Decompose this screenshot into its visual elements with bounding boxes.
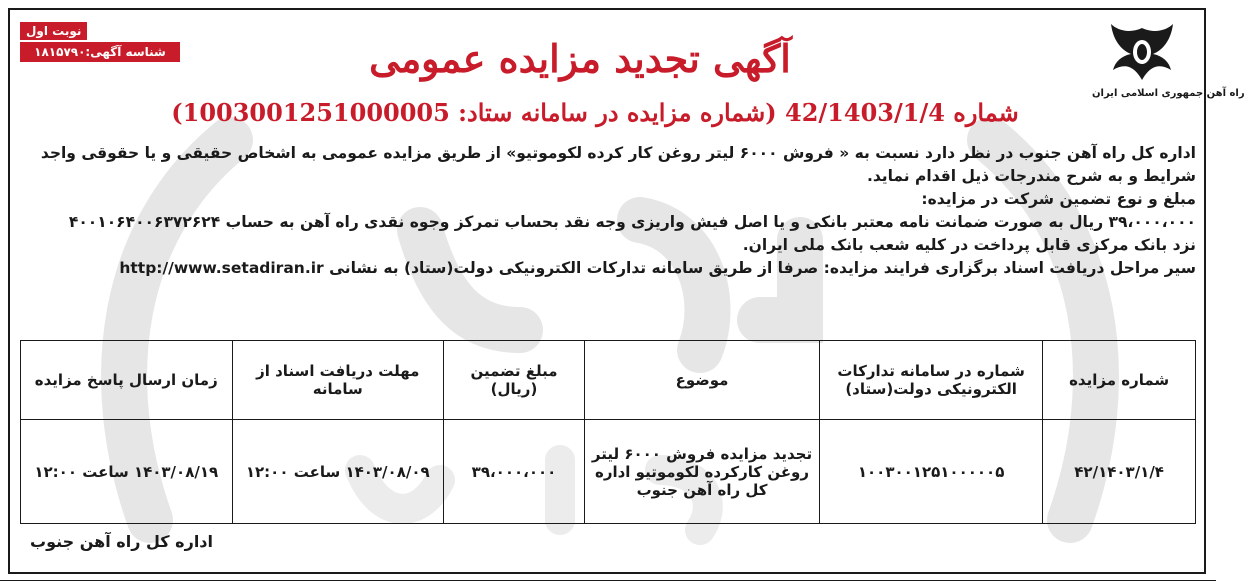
- cell-auction-number: ۴۲/۱۴۰۳/۱/۴: [1043, 420, 1196, 524]
- header-subject: موضوع: [585, 341, 820, 420]
- table-row: [21, 420, 1196, 524]
- logo-caption: راه آهن جمهوری اسلامی ایران: [1092, 88, 1245, 99]
- cell-guarantee-amount: ۳۹،۰۰۰،۰۰۰: [444, 420, 585, 524]
- auction-table: [20, 340, 1196, 524]
- cell-setad-number: ۱۰۰۳۰۰۱۲۵۱۰۰۰۰۰۵: [820, 420, 1043, 524]
- notice-id-box: [20, 20, 180, 62]
- header-guarantee-amount: مبلغ تضمین (ریال): [444, 341, 585, 420]
- header-response-time: زمان ارسال پاسخ مزایده: [21, 341, 233, 420]
- guarantee-line-1: ۳۹،۰۰۰،۰۰۰ ریال به صورت ضمانت نامه معتبر بانکی و یا اصل فیش واریزی وجه نقد بحساب تمرکز وجوه نقدی راه آهن به حساب ۴۰۰۱۰۶۴۰۰۶۳۷۲۶۲۴: [68, 213, 1196, 231]
- bottom-rule: [0, 580, 1216, 581]
- signature: اداره کل راه آهن جنوب: [30, 532, 213, 551]
- table-header-row: [21, 341, 1196, 420]
- notice-body: [20, 142, 1196, 280]
- intro-line-1: اداره کل راه آهن جنوب در نظر دارد نسبت به « فروش ۶۰۰۰ لیتر روغن کار کرده لکوموتیو» از طریق مزایده عمومی به اشخاص حقیقی و یا حقوقی واجد: [40, 144, 1196, 162]
- round-badge: نوبت اول: [20, 22, 87, 40]
- cell-subject: تجدید مزایده فروش ۶۰۰۰ لیتر روغن کارکرده لکوموتیو اداره کل راه آهن جنوب: [585, 420, 820, 524]
- notice-subtitle: شماره 42/1403/1/4 (شماره مزایده در سامانه ستاد: 1003001251000005): [171, 98, 1019, 127]
- railway-logo: [1092, 20, 1245, 110]
- header-setad-number: شماره در سامانه تدارکات الکترونیکی دولت(ستاد): [820, 341, 1043, 420]
- ad-id-badge: شناسه آگهی:۱۸۱۵۷۹۰: [20, 42, 180, 62]
- winged-emblem-icon: [1107, 20, 1177, 86]
- guarantee-heading: مبلغ و نوع تضمین شرکت در مزایده:: [921, 190, 1196, 208]
- header-document-deadline: مهلت دریافت اسناد از سامانه: [232, 341, 444, 420]
- process-line: سیر مراحل دریافت اسناد برگزاری فرایند مزایده: صرفا از طریق سامانه تدارکات الکترونیکی دولت(ستاد) به نشانی http://www.setadiran.ir: [119, 259, 1196, 277]
- notice-title: آگهی تجدید مزایده عمومی: [369, 36, 791, 81]
- intro-line-2: شرایط و به شرح مندرجات ذیل اقدام نماید.: [866, 167, 1196, 185]
- cell-response-time: ۱۴۰۳/۰۸/۱۹ ساعت ۱۲:۰۰: [21, 420, 233, 524]
- guarantee-line-2: نزد بانک مرکزی قابل پرداخت در کلیه شعب بانک ملی ایران.: [742, 236, 1196, 254]
- header-auction-number: شماره مزایده: [1043, 341, 1196, 420]
- cell-document-deadline: ۱۴۰۳/۰۸/۰۹ ساعت ۱۲:۰۰: [232, 420, 444, 524]
